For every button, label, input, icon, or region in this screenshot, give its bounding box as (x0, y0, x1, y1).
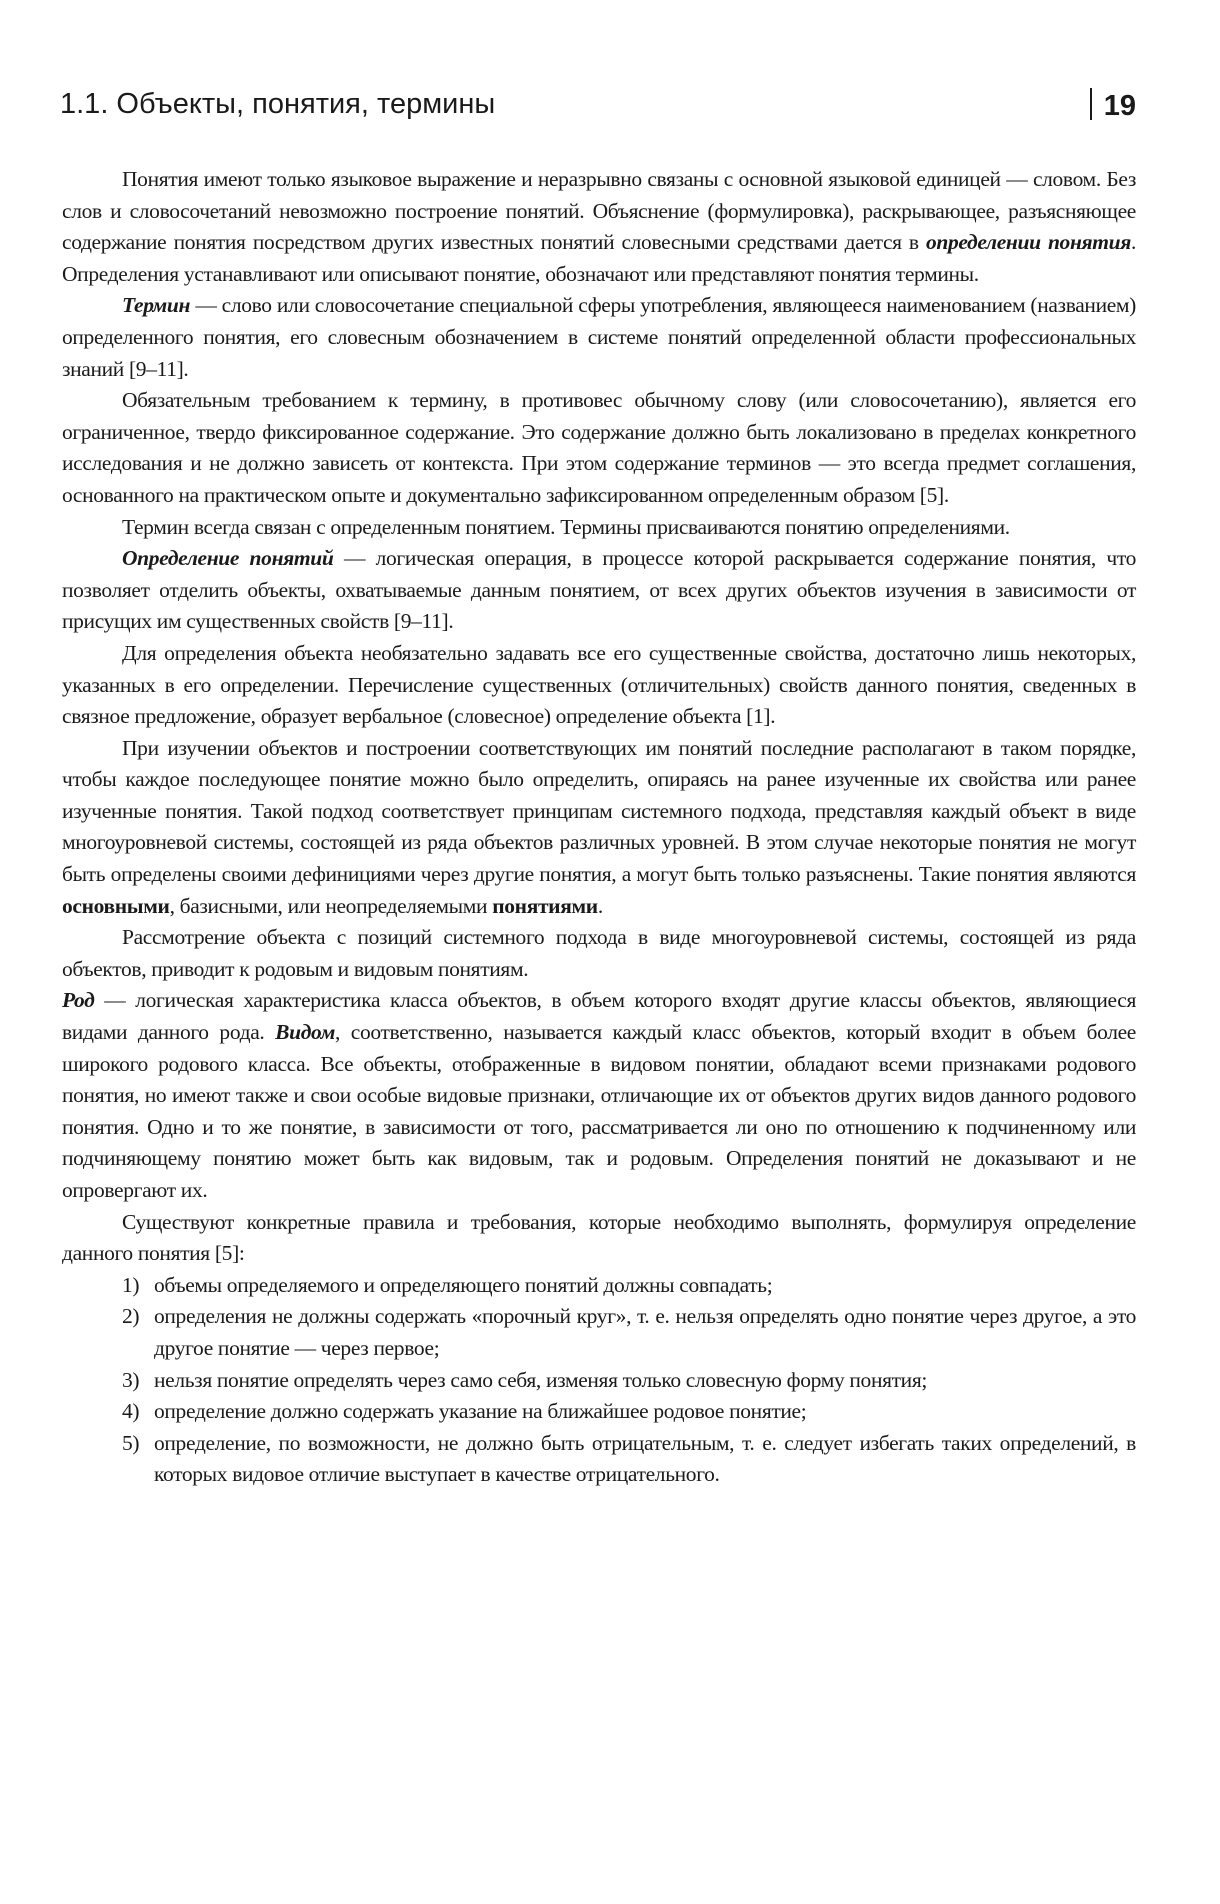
text: . Определения устанавливают или описывают понятие, обозначают или представляют понятия термины. (62, 230, 1137, 286)
list-item (62, 1396, 1136, 1428)
list-item (62, 1428, 1136, 1491)
paragraph: Термин всегда связан с определенным понятием. Термины присваиваются понятию определениями. (122, 514, 1010, 539)
list-text: определения не должны содержать «порочный круг», т. е. нельзя определять одно понятие через другое, а это другое понятие — через первое; (154, 1304, 1136, 1360)
term-emphasis: Термин (122, 293, 191, 318)
page-number: 19 (1090, 88, 1136, 123)
divider (1090, 88, 1092, 120)
list-number: 4) (122, 1399, 140, 1424)
term-emphasis: Видом (275, 1020, 336, 1045)
paragraph (62, 290, 1136, 385)
list-text: нельзя понятие определять через само себя, изменяя только словесную форму понятия; (154, 1367, 928, 1392)
text: . (597, 893, 603, 918)
paragraph (62, 985, 1136, 1206)
text: — логическая характеристика класса объектов, в объем которого входят другие классы объектов, являющиеся видами данного рода. (62, 988, 1136, 1045)
paragraph: Рассмотрение объекта с позиций системного подхода в виде многоуровневой системы, состоящей из ряда объектов, приводит к родовым и видовым понятиям. (62, 925, 1136, 981)
bold-term: понятиями (492, 893, 598, 918)
text: , соответственно, называется каждый класс объектов, который входит в объем более широкого родового класса. Все объекты, отображенные в видовом понятии, обладают всеми признаками родового понятия, но имеют также и свои особые видовые признаки, отличающие их от объектов других видов данного родового понятия. Одно и то же понятие, в зависимости от того, рассматривается ли оно по отношению к подчиненному или подчиняющему понятию может быть как видовым, так и родовым. Определения понятий не доказывают и не опровергают их. (62, 1020, 1136, 1202)
paragraph (62, 543, 1136, 638)
paragraph (62, 733, 1136, 923)
bold-term: основными (62, 893, 170, 918)
text: — слово или словосочетание специальной сферы употребления, являющееся наименованием (названием) определенного понятия, его словесным обозначением в системе понятий определенной области профессиональных знаний [9–11]. (62, 293, 1136, 381)
text: Понятия имеют только языковое выражение и неразрывно связаны с основной языковой единицей — словом. Без слов и словосочетаний невозможно построение понятий. Объяснение (формулировка), раскрывающее, разъясняющее содержание понятия посредством других известных понятий словесными средствами дается в (62, 167, 1136, 255)
running-header (60, 88, 1136, 128)
list-item (62, 1270, 1136, 1302)
term-emphasis: определении понятия (925, 230, 1131, 255)
text: , базисными, или неопределяемыми (169, 893, 493, 918)
section-title: 1.1. Объекты, понятия, термины (60, 88, 496, 120)
rules-list (62, 1270, 1136, 1491)
paragraph: Обязательным требованием к термину, в противовес обычному слову (или словосочетанию), является его ограниченное, твердо фиксированное содержание. Это содержание должно быть локализовано в пределах конкретного исследования и не должно зависеть от контекста. При этом содержание терминов — это всегда предмет соглашения, основанного на практическом опыте и документально зафиксированном определенным образом [5]. (62, 388, 1136, 507)
list-text: определение, по возможности, не должно быть отрицательным, т. е. следует избегать таких определений, в которых видовое отличие выступает в качестве отрицательного. (154, 1430, 1136, 1487)
text: При изучении объектов и построении соответствующих им понятий последние располагают в таком порядке, чтобы каждое последующее понятие можно было определить, опираясь на ранее изученные их свойства или ранее изученные понятия. Такой подход соответствует принципам системного подхода, представляя каждый объект в виде многоуровневой системы, состоящей из ряда объектов различных уровней. В этом случае некоторые понятия не могут быть определены своими дефинициями через другие понятия, а могут быть только разъяснены. Такие понятия являются (62, 735, 1136, 887)
term-emphasis: Род (62, 988, 95, 1013)
paragraph: Существуют конкретные правила и требования, которые необходимо выполнять, формулируя определение данного понятия [5]: (62, 1209, 1136, 1266)
list-text: определение должно содержать указание на ближайшее родовое понятие; (154, 1399, 807, 1424)
list-number: 3) (122, 1367, 140, 1392)
list-item (62, 1301, 1136, 1364)
list-number: 1) (122, 1272, 140, 1297)
page-body (62, 164, 1136, 1491)
paragraph (62, 164, 1136, 290)
paragraph: Для определения объекта необязательно задавать все его существенные свойства, достаточно лишь некоторых, указанных в его определении. Перечисление существенных (отличительных) свойств данного понятия, сведенных в связное предложение, образует вербальное (словесное) определение объекта [1]. (62, 640, 1136, 729)
list-number: 2) (122, 1304, 140, 1329)
list-text: объемы определяемого и определяющего понятий должны совпадать; (154, 1272, 773, 1297)
term-emphasis: Определение понятий (122, 546, 334, 571)
list-item (62, 1365, 1136, 1397)
list-number: 5) (122, 1430, 140, 1455)
text: — логическая операция, в процессе которой раскрывается содержание понятия, что позволяет отделить объекты, охватываемые данным понятием, от всех других объектов изучения в зависимости от присущих им существенных свойств [9–11]. (62, 546, 1136, 634)
